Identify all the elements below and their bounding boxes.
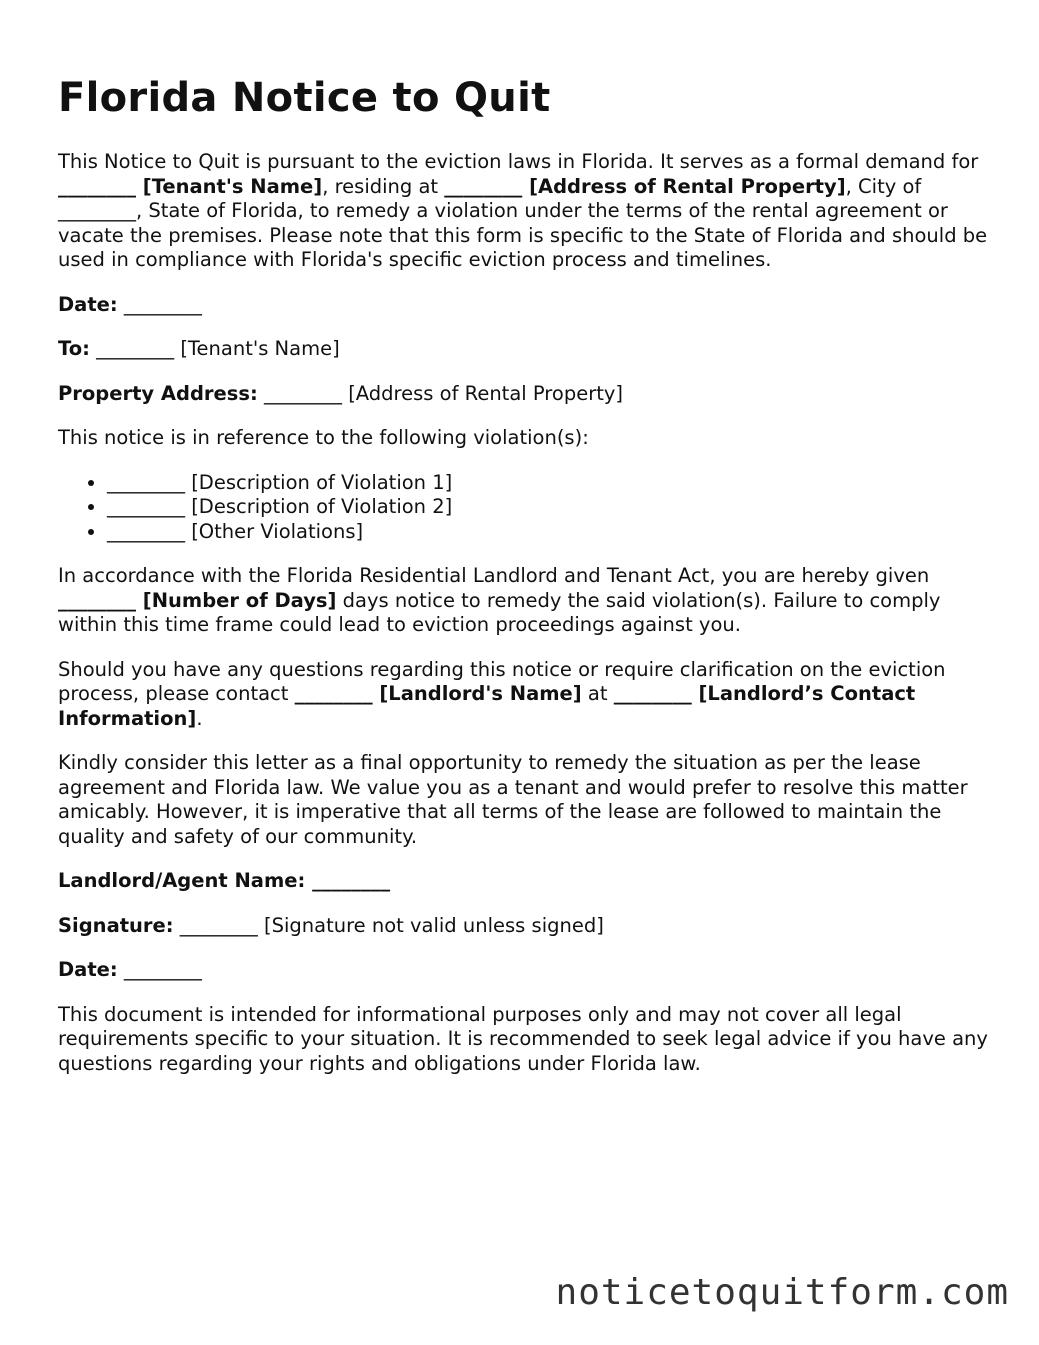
violations-intro: This notice is in reference to the following violation(s): — [58, 426, 589, 449]
date-line — [58, 293, 988, 318]
date-value-2: ________ — [117, 958, 202, 981]
date-label: Date: — [58, 292, 118, 316]
page-title: Florida Notice to Quit — [58, 75, 551, 121]
questions-paragraph — [58, 658, 988, 732]
site-watermark: noticetoquitform.com — [555, 1272, 1009, 1313]
intro-text-3: , City of ________, State of Florida, to remedy a violation under the terms of the rental agreement or vacate the premises. Please note that this form is specific to the State of Florida and should be used in compliance with Florida's specific eviction process and timelines. — [58, 174, 988, 271]
landlord-contact-placeholder: ________ [Landlord’s Contact Information] — [58, 682, 916, 730]
intro-paragraph — [58, 150, 988, 273]
tenant-name-placeholder: ________ [Tenant's Name] — [58, 174, 323, 198]
date-value: ________ — [117, 292, 202, 316]
questions-text-1: Should you have any questions regarding this notice or require clarification on the eviction process, please contact — [58, 657, 946, 705]
closing-paragraph: Kindly consider this letter as a final opportunity to remedy the situation as per the lease agreement and Florida law. We value you as a tenant and would prefer to resolve this matter amicably. However, it is imperative that all terms of the lease are followed to maintain the quality and safety of our community. — [58, 751, 968, 848]
accordance-paragraph — [58, 564, 988, 638]
list-item: • ________ [Other Violations] — [107, 520, 988, 545]
landlord-agent-name-line — [58, 869, 988, 894]
disclaimer-paragraph: This document is intended for informational purposes only and may not cover all legal requirements specific to your situation. It is recommended to seek legal advice if you have any questions regarding your rights and obligations under Florida law. — [58, 1002, 988, 1075]
list-item: • ________ [Description of Violation 2] — [107, 495, 988, 520]
questions-text-2: at — [581, 682, 614, 705]
list-item: • ________ [Description of Violation 1] — [107, 471, 988, 496]
to-line — [58, 337, 988, 362]
document-page — [58, 72, 988, 1096]
to-value: ________ [Tenant's Name] — [89, 337, 340, 360]
rental-address-placeholder: ________ [Address of Rental Property] — [444, 174, 846, 198]
property-address-line — [58, 382, 988, 407]
signature-label: Signature: — [58, 913, 174, 937]
to-label: To: — [58, 337, 90, 360]
date-line-2 — [58, 958, 988, 983]
intro-text-1: This Notice to Quit is pursuant to the eviction laws in Florida. It serves as a formal demand for — [58, 150, 979, 173]
accordance-text-1: In accordance with the Florida Residential Landlord and Tenant Act, you are hereby given — [58, 564, 930, 587]
date-label-2: Date: — [58, 958, 118, 981]
landlord-agent-name-label: Landlord/Agent Name: ________ — [58, 869, 391, 892]
intro-text-2: , residing at — [322, 174, 445, 198]
landlord-name-placeholder: ________ [Landlord's Name] — [294, 682, 582, 705]
property-address-value: ________ [Address of Rental Property] — [257, 381, 624, 405]
accordance-text-2: days notice to remedy the said violation(s). Failure to comply within this time frame could lead to eviction proceedings against you. — [58, 588, 941, 636]
violations-list — [58, 471, 988, 545]
property-address-label: Property Address: — [58, 381, 258, 405]
signature-line — [58, 914, 988, 939]
number-of-days-placeholder: ________ [Number of Days] — [58, 588, 337, 612]
signature-value: ________ [Signature not valid unless signed] — [173, 913, 604, 937]
questions-text-3: . — [196, 706, 203, 730]
